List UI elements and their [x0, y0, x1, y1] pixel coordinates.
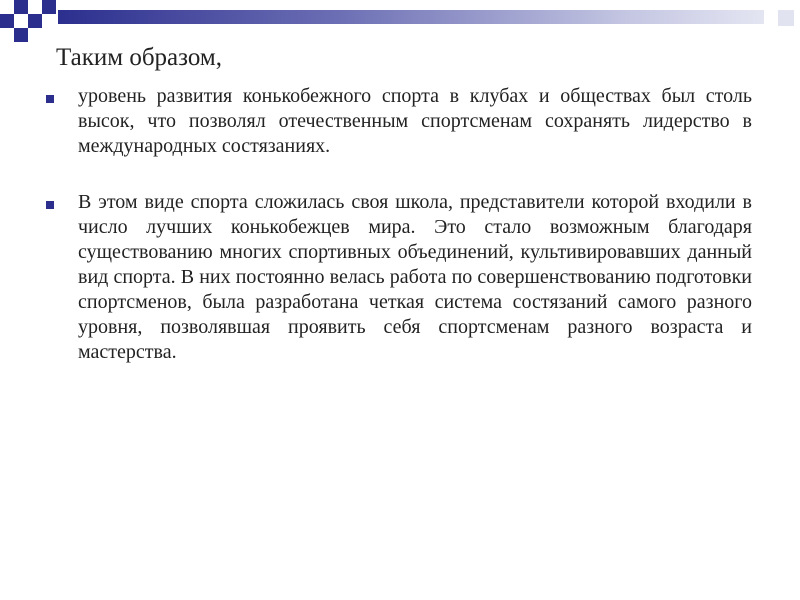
decor-square [14, 28, 28, 42]
header-gradient-bar [58, 10, 764, 24]
bullet-text: В этом виде спорта сложилась своя школа, представители которой входили в число лучших конькобежцев мира. Это стало возможным благодаря существованию многих спортивных объединений, культивировавших данный вид спорта. В них постоянно велась работа по совершенствованию подготовки спортсменов, была разработана четкая система состязаний самого разного уровня, позволявшая проявить себя спортсменам разного возраста и мастерства. [78, 191, 752, 363]
bullet-item [46, 190, 752, 365]
square-bullet-icon [46, 95, 54, 103]
bullet-text: уровень развития конькобежного спорта в клубах и обществах был столь высок, что позволял отечественным спортсменам сохранять лидерство в международных состязаниях. [78, 85, 752, 157]
slide-title: Таким образом, [56, 44, 222, 71]
decor-square [28, 14, 42, 28]
decor-square [14, 0, 28, 14]
bullet-item [46, 84, 752, 159]
decor-square [42, 0, 56, 14]
decor-square [0, 14, 14, 28]
header-end-square [778, 10, 794, 26]
corner-checker-decoration [0, 0, 60, 46]
slide-content [46, 84, 752, 396]
square-bullet-icon [46, 201, 54, 209]
